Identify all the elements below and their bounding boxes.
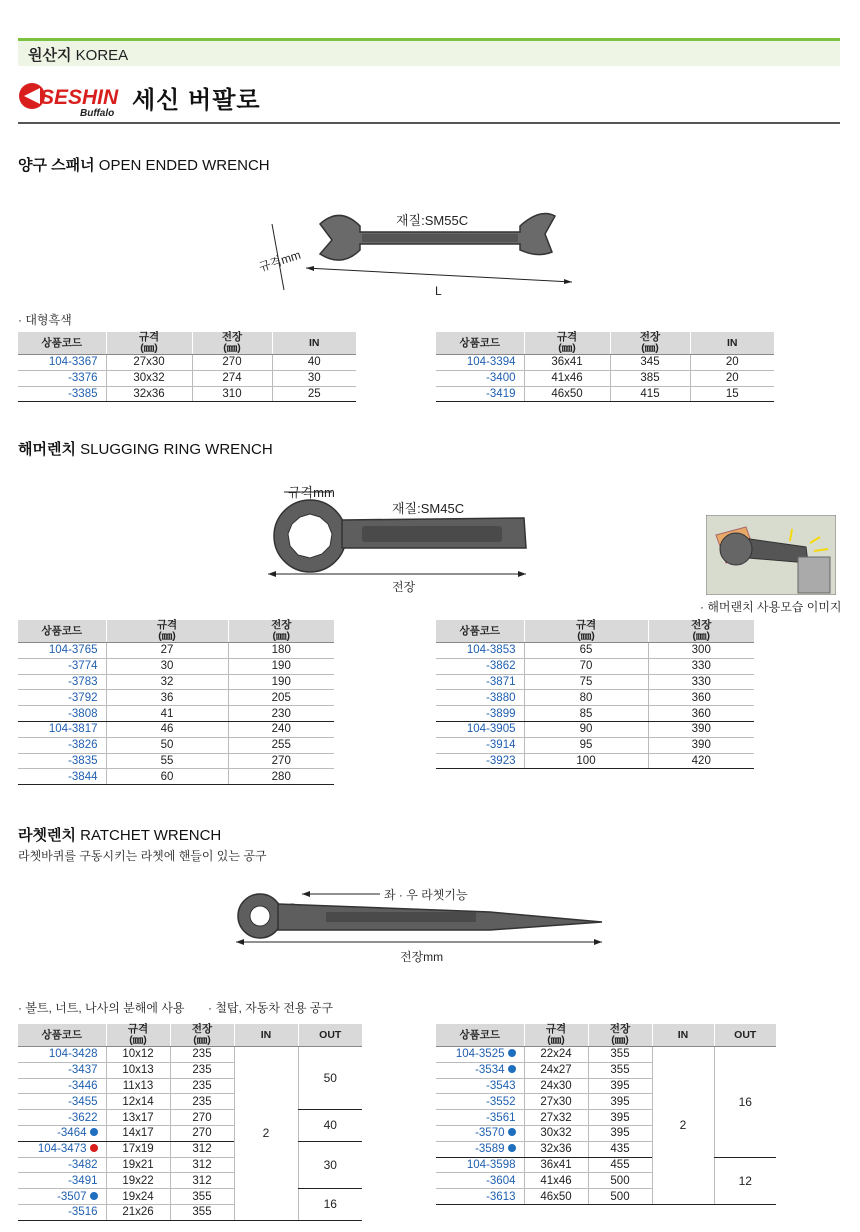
blue-dot-icon [508, 1144, 516, 1152]
open-wrench-table-left: 상품코드 규격 (㎜) 전장 (㎜) IN 104-3367 27x30 270 40 -3376 30x32 274 30 -3385 32x36 310 25 [18, 332, 356, 402]
red-dot-icon [90, 1144, 98, 1152]
table-row [18, 721, 334, 737]
table-cell: 240 [228, 721, 334, 737]
product-code: -3880 [436, 690, 524, 706]
table-row [436, 386, 774, 402]
product-code: -3437 [18, 1062, 106, 1078]
table-row [18, 658, 334, 674]
product-code: -3604 [436, 1173, 524, 1189]
table-cell: 235 [170, 1078, 234, 1094]
product-code: -3871 [436, 674, 524, 690]
table-cell: 14x17 [106, 1125, 170, 1141]
product-code: 104-3853 [436, 643, 524, 659]
table-cell: 41x46 [524, 1173, 588, 1189]
table-cell: 385 [610, 370, 690, 386]
open-wrench-title: 양구 스패너 OPEN ENDED WRENCH [18, 157, 270, 174]
table-row [18, 1141, 362, 1157]
brand-title: 세신 버팔로 [132, 87, 261, 114]
table-cell: 455 [588, 1157, 652, 1173]
ratchet-table-left: 상품코드 규격 (㎜) 전장 (㎜) IN OUT 104-3428 10x12 235 2 50 -3437 10x13 235 -3446 11x13 235 -3455 12x14 235 -3622 13x17 270 40 -3464 14x17 270 104-3473 17x19 312 30 -3482 19x21 312 -3491 19x22 312 -3507 19x24 355 16 -3516 21x26 355 [18, 1024, 362, 1221]
table-cell: 36x41 [524, 1157, 588, 1173]
blue-dot-icon [508, 1065, 516, 1073]
blue-dot-icon [90, 1128, 98, 1136]
product-code: 104-3525 [436, 1047, 524, 1063]
table-row [436, 706, 754, 722]
product-code: 104-3367 [18, 355, 106, 371]
table-cell: 17x19 [106, 1141, 170, 1157]
table-cell: 235 [170, 1047, 234, 1063]
ring-wrench-usage-image [706, 515, 836, 595]
table-row [18, 674, 334, 690]
table-cell: 27x30 [106, 355, 192, 371]
ring-wrench-table-left: 상품코드 규격 (㎜) 전장 (㎜) 104-3765 27 180 -3774 30 190 -3783 32 190 -3792 36 205 -3808 41 230 104-3817 46 240 -3826 50 255 -3835 55 270 -3844 60 280 [18, 620, 334, 785]
table-cell: 312 [170, 1173, 234, 1189]
out-quantity: 50 [298, 1047, 362, 1110]
product-code: -3792 [18, 690, 106, 706]
ratchet-function-label: 좌 · 우 라쳇기능 [384, 888, 468, 902]
open-wrench-size-label: 규격mm [257, 247, 303, 275]
product-code: -3808 [18, 706, 106, 722]
table-row [18, 753, 334, 769]
table-row [436, 737, 754, 753]
table-cell: 355 [170, 1189, 234, 1205]
table-cell: 270 [192, 355, 272, 371]
table-cell: 32x36 [106, 386, 192, 402]
open-wrench-material: 재질:SM55C [396, 213, 469, 228]
table-cell: 330 [648, 674, 754, 690]
ratchet-note-left: · 볼트, 너트, 나사의 분해에 사용 [18, 1001, 185, 1015]
table-row [18, 690, 334, 706]
product-code: -3899 [436, 706, 524, 722]
open-wrench-note: · 대형흑색 [18, 313, 72, 327]
table-cell: 205 [228, 690, 334, 706]
table-cell: 90 [524, 721, 648, 737]
table-cell: 11x13 [106, 1078, 170, 1094]
ring-wrench-table-right: 상품코드 규격 (㎜) 전장 (㎜) 104-3853 65 300 -3862 70 330 -3871 75 330 -3880 80 360 -3899 85 360 104-3905 90 390 -3914 95 390 -3923 100 420 [436, 620, 754, 769]
table-cell: 355 [170, 1204, 234, 1220]
header-divider [18, 122, 840, 124]
table-cell: 41 [106, 706, 228, 722]
product-code: -3844 [18, 769, 106, 785]
table-cell: 312 [170, 1157, 234, 1173]
table-cell: 36 [106, 690, 228, 706]
table-cell: 60 [106, 769, 228, 785]
table-cell: 190 [228, 658, 334, 674]
table-cell: 70 [524, 658, 648, 674]
table-row [18, 386, 356, 402]
product-code: -3446 [18, 1078, 106, 1094]
table-cell: 19x21 [106, 1157, 170, 1173]
table-cell: 46x50 [524, 1189, 588, 1205]
table-row [18, 643, 334, 659]
table-cell: 280 [228, 769, 334, 785]
ratchet-note-right: · 철탑, 자동차 전용 공구 [208, 1001, 333, 1015]
ratchet-table-right: 상품코드 규격 (㎜) 전장 (㎜) IN OUT 104-3525 22x24 355 2 16 -3534 24x27 355 -3543 24x30 395 -3552 27x30 395 -3561 27x32 395 -3570 30x32 395 -3589 32x36 435 104-3598 36x41 455 12 -3604 41x46 500 -3613 46x50 500 [436, 1024, 776, 1205]
product-code: 104-3394 [436, 355, 524, 371]
table-row [436, 355, 774, 371]
table-cell: 95 [524, 737, 648, 753]
table-cell: 50 [106, 737, 228, 753]
product-code: 104-3598 [436, 1157, 524, 1173]
origin-bar [18, 38, 840, 66]
table-row [436, 690, 754, 706]
table-cell: 300 [648, 643, 754, 659]
table-cell: 230 [228, 706, 334, 722]
table-row [18, 706, 334, 722]
product-code: -3835 [18, 753, 106, 769]
product-code: -3516 [18, 1204, 106, 1220]
table-cell: 270 [170, 1125, 234, 1141]
table-cell: 345 [610, 355, 690, 371]
table-cell: 30 [272, 370, 356, 386]
table-cell: 30x32 [106, 370, 192, 386]
table-row [18, 370, 356, 386]
product-code: -3400 [436, 370, 524, 386]
product-code: -3534 [436, 1062, 524, 1078]
table-row [18, 737, 334, 753]
table-row [436, 674, 754, 690]
product-code: -3914 [436, 737, 524, 753]
table-cell: 27x32 [524, 1110, 588, 1126]
table-cell: 32 [106, 674, 228, 690]
out-quantity: 16 [714, 1047, 776, 1158]
product-code: -3826 [18, 737, 106, 753]
table-cell: 415 [610, 386, 690, 402]
table-cell: 395 [588, 1078, 652, 1094]
product-code: -3455 [18, 1094, 106, 1110]
product-code: -3774 [18, 658, 106, 674]
table-cell: 235 [170, 1094, 234, 1110]
table-cell: 46 [106, 721, 228, 737]
logo-text: SESHIN [40, 86, 119, 109]
table-cell: 235 [170, 1062, 234, 1078]
product-code: -3376 [18, 370, 106, 386]
in-quantity: 2 [234, 1047, 298, 1221]
table-cell: 41x46 [524, 370, 610, 386]
table-cell: 25 [272, 386, 356, 402]
ring-wrench-length-label: 전장 [392, 580, 416, 594]
table-cell: 22x24 [524, 1047, 588, 1063]
ring-wrench-title: 해머렌치 SLUGGING RING WRENCH [18, 441, 273, 458]
table-cell: 180 [228, 643, 334, 659]
ratchet-length-label: 전장mm [400, 950, 444, 964]
product-code: -3491 [18, 1173, 106, 1189]
open-wrench-length-label: L [435, 284, 442, 298]
table-cell: 390 [648, 721, 754, 737]
table-cell: 46x50 [524, 386, 610, 402]
product-code: -3552 [436, 1094, 524, 1110]
table-cell: 420 [648, 753, 754, 769]
product-code: -3589 [436, 1141, 524, 1157]
out-quantity: 30 [298, 1141, 362, 1188]
table-cell: 355 [588, 1062, 652, 1078]
table-cell: 19x22 [106, 1173, 170, 1189]
product-code: -3923 [436, 753, 524, 769]
out-quantity: 12 [714, 1157, 776, 1204]
product-code: -3419 [436, 386, 524, 402]
table-cell: 10x12 [106, 1047, 170, 1063]
table-cell: 30 [106, 658, 228, 674]
table-row [18, 1110, 362, 1126]
table-row [436, 1157, 776, 1173]
origin-accent-line [18, 38, 840, 41]
product-code: -3385 [18, 386, 106, 402]
table-cell: 10x13 [106, 1062, 170, 1078]
table-cell: 395 [588, 1125, 652, 1141]
blue-dot-icon [508, 1128, 516, 1136]
table-cell: 55 [106, 753, 228, 769]
product-code: -3464 [18, 1125, 106, 1141]
table-cell: 330 [648, 658, 754, 674]
table-row [436, 753, 754, 769]
logo-subtext: Buffalo [80, 108, 115, 119]
product-code: -3783 [18, 674, 106, 690]
product-code: -3561 [436, 1110, 524, 1126]
table-cell: 312 [170, 1141, 234, 1157]
table-cell: 19x24 [106, 1189, 170, 1205]
ring-wrench-usage-note: · 해머랜치 사용모습 이미지 [700, 600, 842, 614]
product-code: -3482 [18, 1157, 106, 1173]
seshin-logo [18, 76, 128, 120]
table-cell: 395 [588, 1094, 652, 1110]
table-cell: 274 [192, 370, 272, 386]
table-row [436, 370, 774, 386]
table-cell: 27x30 [524, 1094, 588, 1110]
ring-wrench-size-label: 규격mm [288, 485, 335, 500]
product-code: -3543 [436, 1078, 524, 1094]
table-cell: 40 [272, 355, 356, 371]
table-cell: 500 [588, 1173, 652, 1189]
table-row [18, 769, 334, 785]
table-cell: 75 [524, 674, 648, 690]
product-code: -3613 [436, 1189, 524, 1205]
table-cell: 270 [170, 1110, 234, 1126]
table-cell: 500 [588, 1189, 652, 1205]
table-row [18, 1189, 362, 1205]
table-cell: 80 [524, 690, 648, 706]
product-code: -3507 [18, 1189, 106, 1205]
product-code: 104-3905 [436, 721, 524, 737]
table-cell: 310 [192, 386, 272, 402]
table-cell: 360 [648, 690, 754, 706]
product-code: -3862 [436, 658, 524, 674]
table-cell: 270 [228, 753, 334, 769]
table-cell: 435 [588, 1141, 652, 1157]
blue-dot-icon [508, 1049, 516, 1057]
table-row [436, 643, 754, 659]
blue-dot-icon [90, 1192, 98, 1200]
in-quantity: 2 [652, 1047, 714, 1205]
table-row [436, 721, 754, 737]
table-cell: 15 [690, 386, 774, 402]
table-cell: 24x30 [524, 1078, 588, 1094]
out-quantity: 16 [298, 1189, 362, 1221]
product-code: 104-3428 [18, 1047, 106, 1063]
table-cell: 255 [228, 737, 334, 753]
table-cell: 85 [524, 706, 648, 722]
table-row [18, 1047, 362, 1063]
table-cell: 30x32 [524, 1125, 588, 1141]
table-cell: 13x17 [106, 1110, 170, 1126]
product-code: 104-3473 [18, 1141, 106, 1157]
table-cell: 36x41 [524, 355, 610, 371]
product-code: -3570 [436, 1125, 524, 1141]
ring-wrench-material: 재질:SM45C [392, 501, 465, 516]
table-cell: 24x27 [524, 1062, 588, 1078]
out-quantity: 40 [298, 1110, 362, 1142]
product-code: 104-3817 [18, 721, 106, 737]
table-cell: 390 [648, 737, 754, 753]
table-cell: 12x14 [106, 1094, 170, 1110]
table-cell: 190 [228, 674, 334, 690]
table-row [436, 658, 754, 674]
table-cell: 395 [588, 1110, 652, 1126]
table-cell: 360 [648, 706, 754, 722]
table-cell: 20 [690, 355, 774, 371]
ratchet-wrench-description: 라쳇바퀴를 구동시키는 라쳇에 핸들이 있는 공구 [18, 849, 267, 863]
table-cell: 32x36 [524, 1141, 588, 1157]
origin-label: 원산지 KOREA [28, 47, 129, 64]
table-cell: 65 [524, 643, 648, 659]
table-cell: 100 [524, 753, 648, 769]
ratchet-wrench-title: 라쳇렌치 RATCHET WRENCH [18, 827, 222, 844]
table-row [436, 1047, 776, 1063]
table-cell: 355 [588, 1047, 652, 1063]
open-wrench-table-right: 상품코드 규격 (㎜) 전장 (㎜) IN 104-3394 36x41 345 20 -3400 41x46 385 20 -3419 46x50 415 15 [436, 332, 774, 402]
table-cell: 21x26 [106, 1204, 170, 1220]
product-code: 104-3765 [18, 643, 106, 659]
product-code: -3622 [18, 1110, 106, 1126]
table-cell: 27 [106, 643, 228, 659]
table-row [18, 355, 356, 371]
table-cell: 20 [690, 370, 774, 386]
